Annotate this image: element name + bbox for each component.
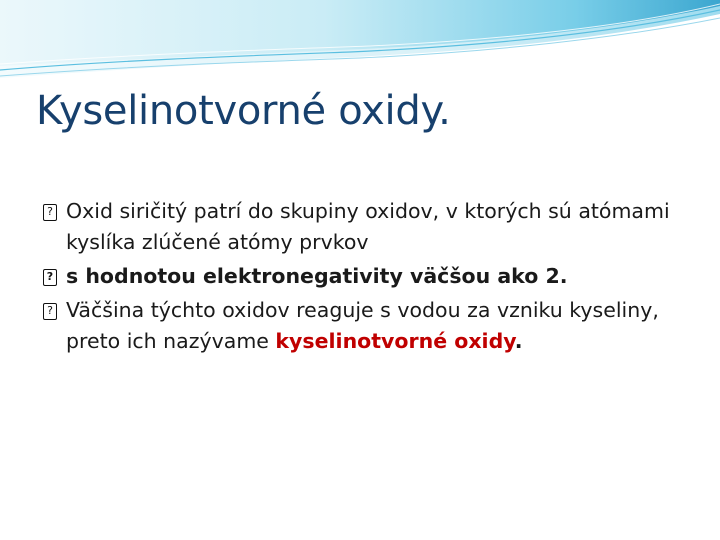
bullet-text-end: .: [514, 329, 523, 353]
bullet-text: s hodnotou elektronegativity väčšou ako 2.: [66, 264, 568, 288]
bullet-text: Väčšina týchto oxidov reaguje s vodou za vzniku kyseliny, preto ich nazývame: [66, 298, 659, 353]
highlighted-term: kyselinotvorné oxidy: [275, 329, 515, 353]
missing-glyph-icon: ?: [43, 204, 57, 221]
bullet-list: [42, 196, 682, 360]
bullet-text: Oxid siričitý patrí do skupiny oxidov, v ktorých sú atómami kyslíka zlúčené atómy prvkov: [66, 199, 670, 254]
list-item: [42, 196, 682, 258]
missing-glyph-icon: ?: [43, 303, 57, 320]
list-item: [42, 261, 682, 292]
list-item: [42, 295, 682, 357]
missing-glyph-icon: ?: [43, 269, 57, 286]
slide-title: Kyselinotvorné oxidy.: [36, 88, 451, 134]
header-wave-decoration: [0, 0, 720, 90]
